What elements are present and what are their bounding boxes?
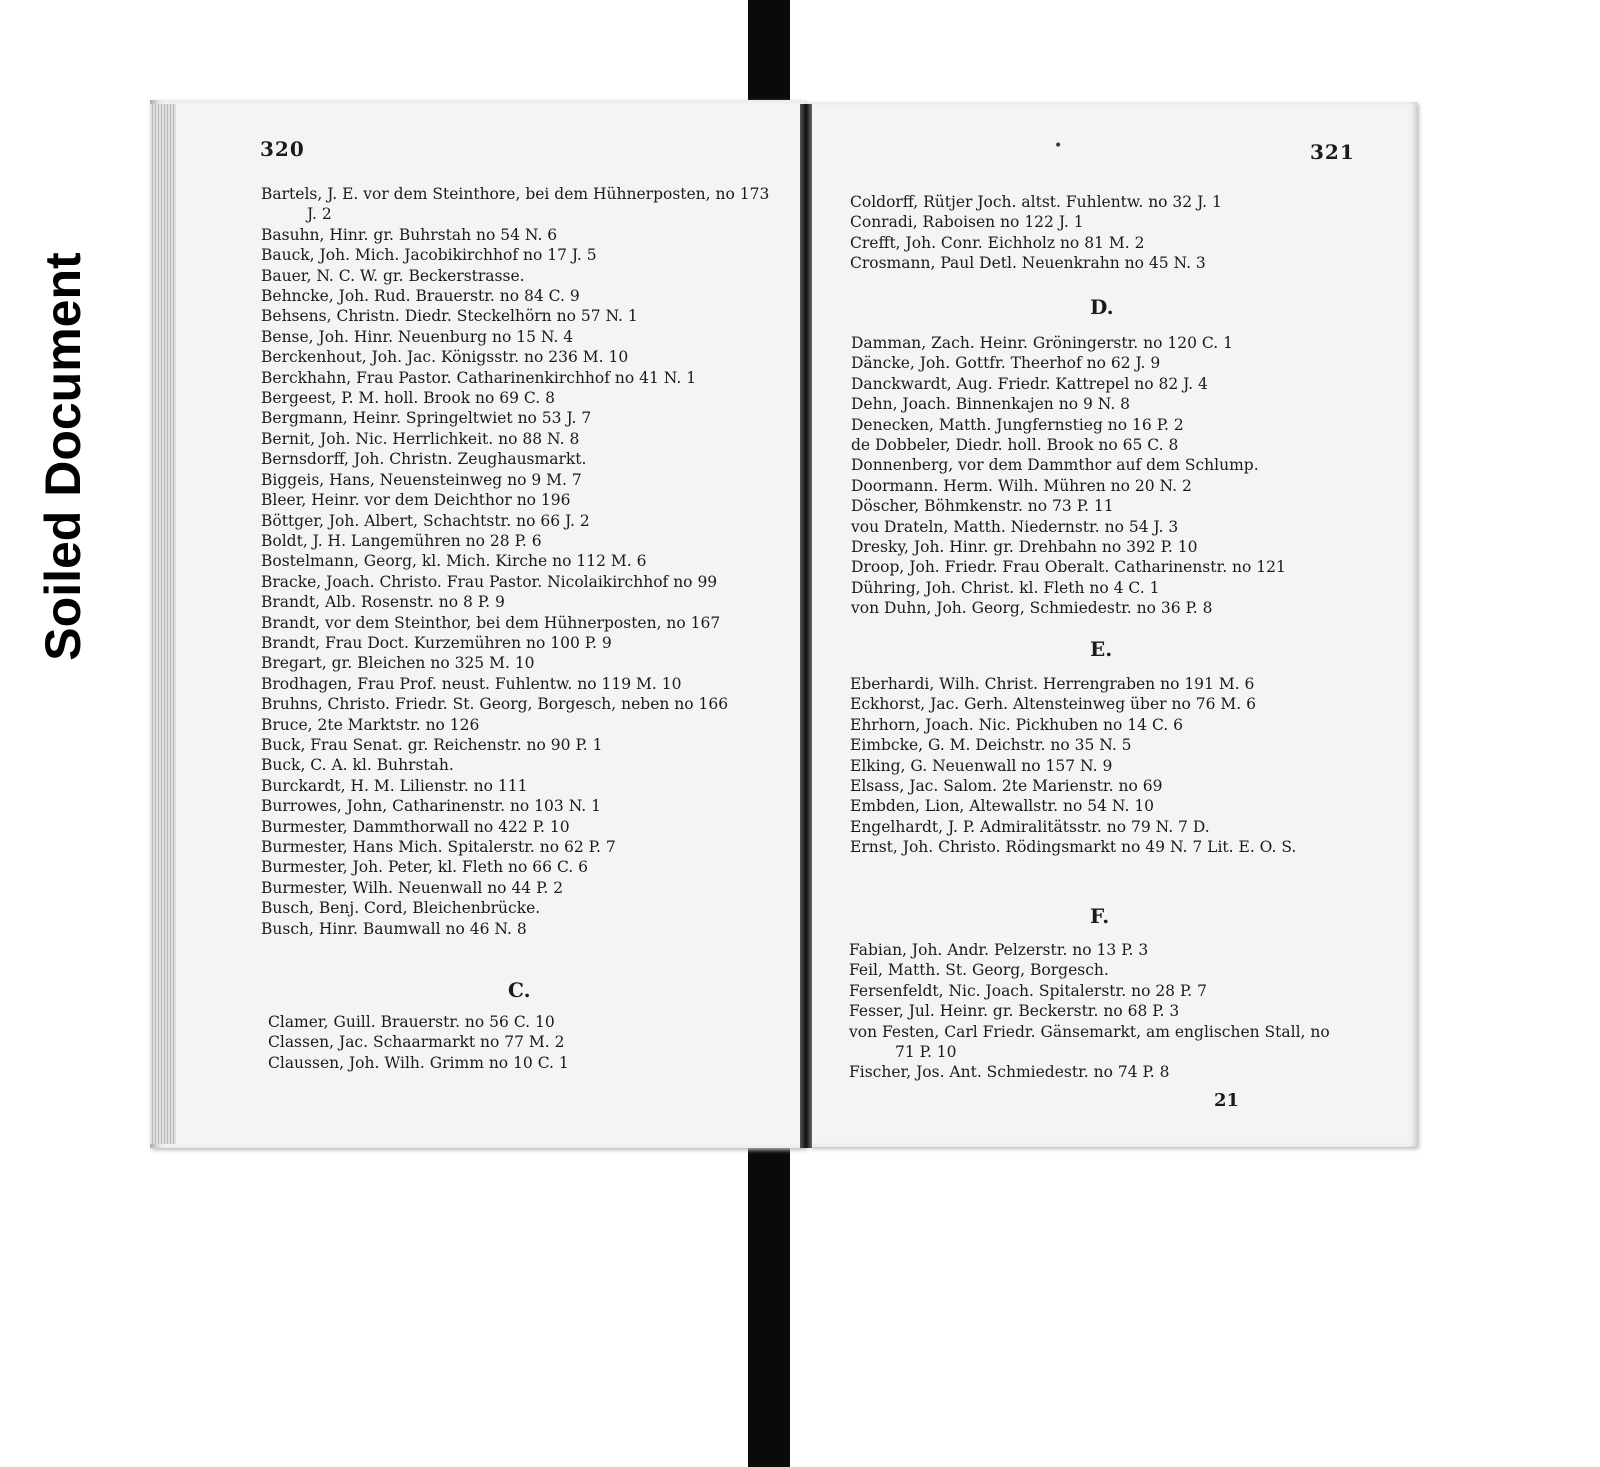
directory-entry: Doormann. Herm. Wilh. Mühren no 20 N. 2: [851, 476, 1192, 495]
directory-entry: Damman, Zach. Heinr. Gröningerstr. no 120 C. 1: [851, 334, 1233, 352]
directory-entry: Bostelmann, Georg, kl. Mich. Kirche no 112 M. 6: [261, 552, 647, 571]
directory-entry: Dresky, Joh. Hinr. gr. Drehbahn no 392 P. 10: [851, 538, 1198, 557]
directory-entry: Bauer, N. C. W. gr. Beckerstrasse.: [261, 266, 525, 285]
directory-entry: Dehn, Joach. Binnenkajen no 9 N. 8: [851, 395, 1131, 414]
directory-entry: Berckenhout, Joh. Jac. Königsstr. no 236 M. 10: [261, 348, 629, 367]
directory-entry: Claussen, Joh. Wilh. Grimm no 10 C. 1: [268, 1053, 569, 1072]
directory-entry: Classen, Jac. Schaarmarkt no 77 M. 2: [268, 1033, 565, 1052]
directory-entry: Donnenberg, vor dem Dammthor auf dem Schlump.: [851, 456, 1259, 475]
directory-entry: Crosmann, Paul Detl. Neuenkrahn no 45 N. 3: [850, 254, 1206, 273]
directory-entry: Bruce, 2te Marktstr. no 126: [261, 715, 480, 734]
directory-entry: von Festen, Carl Friedr. Gänsemarkt, am englischen Stall, no 71 P. 10: [849, 1022, 1330, 1062]
directory-entry: Embden, Lion, Altewallstr. no 54 N. 10: [850, 797, 1155, 816]
directory-entry: Clamer, Guill. Brauerstr. no 56 C. 10: [268, 1013, 555, 1031]
directory-entry: Fesser, Jul. Heinr. gr. Beckerstr. no 68 P. 3: [849, 1002, 1180, 1021]
directory-entry: Ehrhorn, Joach. Nic. Pickhuben no 14 C. 6: [850, 715, 1183, 734]
directory-entry: Elsass, Jac. Salom. 2te Marienstr. no 69: [850, 777, 1163, 796]
directory-entry: Brandt, Frau Doct. Kurzemühren no 100 P. 9: [261, 633, 612, 652]
section-heading-e: E.: [1090, 637, 1113, 661]
directory-entry: Feil, Matth. St. Georg, Borgesch.: [849, 961, 1109, 980]
directory-entry: vou Drateln, Matth. Niedernstr. no 54 J. 3: [851, 517, 1179, 536]
entries-c-list: [268, 1012, 768, 1073]
signature-mark: 21: [1214, 1090, 1240, 1111]
directory-entry: Burrowes, John, Catharinenstr. no 103 N. 1: [261, 797, 601, 816]
directory-entry: Danckwardt, Aug. Friedr. Kattrepel no 82 J. 4: [851, 374, 1208, 393]
soiled-document-stamp: [32, 204, 94, 709]
directory-entry: Bracke, Joach. Christo. Frau Pastor. Nicolaikirchhof no 99: [261, 572, 718, 591]
directory-entry: Busch, Benj. Cord, Bleichenbrücke.: [261, 899, 541, 918]
directory-entry: Coldorff, Rütjer Joch. altst. Fuhlentw. no 32 J. 1: [850, 193, 1222, 211]
directory-entry: Berckhahn, Frau Pastor. Catharinenkirchhof no 41 N. 1: [261, 368, 697, 387]
binding-bar-bottom: [748, 1140, 790, 1467]
section-heading-c: C.: [508, 978, 531, 1002]
directory-entry: Bleer, Heinr. vor dem Deichthor no 196: [261, 491, 571, 510]
book-gutter: [800, 104, 812, 1148]
directory-entry: Denecken, Matth. Jungfernstieg no 16 P. 2: [851, 415, 1184, 434]
directory-entry: Eimbcke, G. M. Deichstr. no 35 N. 5: [850, 736, 1132, 755]
directory-entry: Bruhns, Christo. Friedr. St. Georg, Borgesch, neben no 166: [261, 695, 729, 714]
directory-entry: Bernit, Joh. Nic. Herrlichkeit. no 88 N. 8: [261, 429, 580, 448]
entries-e-list: [850, 674, 1350, 858]
directory-entry: Biggeis, Hans, Neuensteinweg no 9 M. 7: [261, 470, 582, 489]
directory-entry: Bergeest, P. M. holl. Brook no 69 C. 8: [261, 389, 555, 408]
directory-entry: Behsens, Christn. Diedr. Steckelhörn no 57 N. 1: [261, 307, 638, 326]
directory-entry: Buck, Frau Senat. gr. Reichenstr. no 90 P. 1: [261, 735, 603, 754]
entries-f-list: [849, 940, 1349, 1083]
stamp-label: Soiled Document: [35, 252, 91, 661]
directory-entry: Däncke, Joh. Gottfr. Theerhof no 62 J. 9: [851, 354, 1161, 373]
directory-entry: Burckardt, H. M. Lilienstr. no 111: [261, 776, 528, 795]
entries-c-continued-list: [850, 192, 1340, 274]
directory-entry: Bauck, Joh. Mich. Jacobikirchhof no 17 J. 5: [261, 246, 597, 265]
directory-entry: Dühring, Joh. Christ. kl. Fleth no 4 C. 1: [851, 578, 1160, 597]
binding-bar-top: [748, 0, 790, 110]
directory-entry: Eberhardi, Wilh. Christ. Herrengraben no 191 M. 6: [850, 675, 1255, 693]
section-heading-f: F.: [1090, 904, 1110, 928]
directory-entry: Conradi, Raboisen no 122 J. 1: [850, 213, 1084, 232]
directory-entry: Busch, Hinr. Baumwall no 46 N. 8: [261, 919, 527, 938]
directory-entry: Bartels, J. E. vor dem Steinthore, bei dem Hühnerposten, no 173 J. 2: [261, 185, 770, 224]
directory-entry: Bernsdorff, Joh. Christn. Zeughausmarkt.: [261, 450, 587, 469]
page-edge-stack: [150, 104, 176, 1144]
directory-entry: Engelhardt, J. P. Admiralitätsstr. no 79 N. 7 D.: [850, 817, 1210, 836]
directory-entry: von Duhn, Joh. Georg, Schmiedestr. no 36 P. 8: [851, 599, 1213, 618]
directory-entry: Böttger, Joh. Albert, Schachtstr. no 66 J. 2: [261, 511, 590, 530]
directory-entry: Burmester, Joh. Peter, kl. Fleth no 66 C. 6: [261, 858, 588, 877]
print-speck: •: [1054, 138, 1063, 154]
directory-entry: Burmester, Hans Mich. Spitalerstr. no 62 P. 7: [261, 838, 616, 856]
directory-entry: Fischer, Jos. Ant. Schmiedestr. no 74 P. 8: [849, 1063, 1170, 1082]
directory-entry: Burmester, Wilh. Neuenwall no 44 P. 2: [261, 878, 564, 897]
directory-entry: Brandt, Alb. Rosenstr. no 8 P. 9: [261, 593, 505, 612]
page-number-left: 320: [260, 137, 305, 161]
directory-entry: Bense, Joh. Hinr. Neuenburg no 15 N. 4: [261, 327, 574, 346]
directory-entry: Brandt, vor dem Steinthor, bei dem Hühnerposten, no 167: [261, 613, 721, 632]
directory-entry: Ernst, Joh. Christo. Rödingsmarkt no 49 N. 7 Lit. E. O. S.: [850, 838, 1297, 857]
directory-entry: Crefft, Joh. Conr. Eichholz no 81 M. 2: [850, 233, 1145, 252]
directory-entry: Behncke, Joh. Rud. Brauerstr. no 84 C. 9: [261, 287, 580, 306]
directory-entry: Eckhorst, Jac. Gerh. Altensteinweg über no 76 M. 6: [850, 695, 1256, 714]
entries-d-list: [851, 333, 1351, 619]
page-number-right: 321: [1310, 140, 1355, 164]
directory-entry: Basuhn, Hinr. gr. Buhrstah no 54 N. 6: [261, 225, 558, 244]
directory-entry: Fabian, Joh. Andr. Pelzerstr. no 13 P. 3: [849, 941, 1149, 959]
directory-entry: Droop, Joh. Friedr. Frau Oberalt. Catharinenstr. no 121: [851, 558, 1286, 577]
directory-entry: Fersenfeldt, Nic. Joach. Spitalerstr. no 28 P. 7: [849, 981, 1207, 1000]
section-heading-d: D.: [1090, 295, 1114, 319]
directory-entry: de Dobbeler, Diedr. holl. Brook no 65 C. 8: [851, 436, 1179, 455]
entries-b-list: [261, 184, 771, 939]
directory-entry: Elking, G. Neuenwall no 157 N. 9: [850, 756, 1113, 775]
directory-entry: Döscher, Böhmkenstr. no 73 P. 11: [851, 497, 1114, 516]
directory-entry: Bregart, gr. Bleichen no 325 M. 10: [261, 654, 535, 673]
directory-entry: Boldt, J. H. Langemühren no 28 P. 6: [261, 531, 542, 550]
directory-entry: Burmester, Dammthorwall no 422 P. 10: [261, 817, 570, 836]
directory-entry: Bergmann, Heinr. Springeltwiet no 53 J. 7: [261, 409, 592, 428]
directory-entry: Buck, C. A. kl. Buhrstah.: [261, 756, 454, 775]
directory-entry: Brodhagen, Frau Prof. neust. Fuhlentw. no 119 M. 10: [261, 674, 682, 693]
